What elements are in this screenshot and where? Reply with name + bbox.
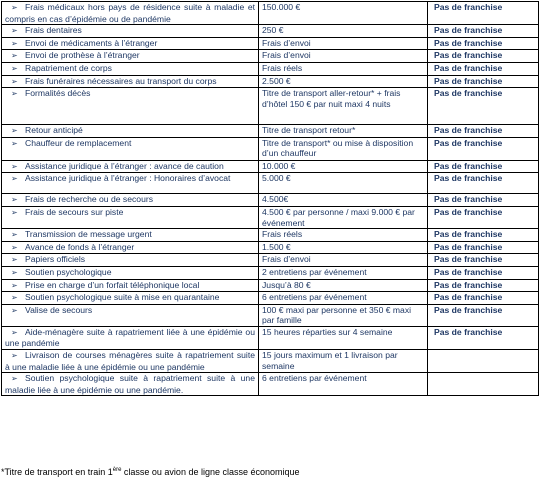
arrow-bullet-icon: ➢ — [11, 351, 18, 361]
franchise-label: Pas de franchise — [434, 279, 503, 290]
amount-cell: 5.000 € — [259, 173, 428, 194]
guarantee-table — [1, 1, 539, 396]
franchise-label: Pas de franchise — [434, 326, 503, 337]
amount-cell: Jusqu’à 80 € — [259, 279, 428, 292]
service-cell — [2, 2, 259, 25]
table-row — [2, 266, 539, 279]
service-cell — [2, 173, 259, 194]
service-label: Envoi de prothèse à l’étranger — [25, 50, 140, 61]
service-cell — [2, 266, 259, 279]
franchise-cell — [428, 254, 539, 267]
amount-cell: 1.500 € — [259, 241, 428, 254]
service-cell — [2, 254, 259, 267]
table-row — [2, 2, 539, 25]
franchise-cell — [428, 125, 539, 138]
service-label: Soutien psychologique suite à rapatriement suite à une maladie liée à une épidémie ou une pandémie. — [5, 373, 255, 395]
arrow-bullet-icon: ➢ — [11, 89, 18, 99]
table-row — [2, 350, 539, 373]
franchise-cell — [428, 194, 539, 207]
arrow-bullet-icon: ➢ — [11, 3, 18, 12]
arrow-bullet-icon: ➢ — [11, 280, 18, 290]
franchise-label: Pas de franchise — [434, 37, 503, 48]
service-cell — [2, 194, 259, 207]
amount-cell: 150.000 € — [259, 2, 428, 25]
amount-cell: 4.500 € par personne / maxi 9.000 € par événement — [259, 206, 428, 228]
arrow-bullet-icon: ➢ — [11, 207, 18, 217]
franchise-cell — [428, 173, 539, 194]
franchise-label: Pas de franchise — [434, 75, 503, 86]
table-row — [2, 137, 539, 160]
service-cell — [2, 241, 259, 254]
franchise-cell — [428, 266, 539, 279]
service-cell — [2, 75, 259, 88]
franchise-cell — [428, 304, 539, 326]
table-row — [2, 206, 539, 228]
arrow-bullet-icon: ➢ — [11, 138, 18, 148]
amount-cell: 6 entretiens par événement — [259, 292, 428, 305]
service-label: Frais médicaux hors pays de résidence suite à maladie et compris en cas d’épidémie ou de pandémie — [5, 2, 255, 24]
arrow-bullet-icon: ➢ — [11, 374, 18, 384]
footnote-sup: ère — [112, 467, 122, 473]
franchise-label: Pas de franchise — [434, 50, 503, 61]
franchise-label: Pas de franchise — [434, 88, 503, 99]
service-label: Soutien psychologique suite à mise en quarantaine — [25, 292, 220, 303]
franchise-label: Pas de franchise — [434, 173, 503, 184]
table-row — [2, 173, 539, 194]
franchise-label: Pas de franchise — [434, 137, 503, 148]
arrow-bullet-icon: ➢ — [11, 267, 18, 277]
table-row — [2, 62, 539, 75]
service-cell — [2, 125, 259, 138]
service-cell — [2, 37, 259, 50]
service-label: Avance de fonds à l’étranger — [25, 241, 135, 252]
service-label: Rapatriement de corps — [25, 62, 112, 73]
arrow-bullet-icon: ➢ — [11, 126, 18, 136]
service-cell — [2, 304, 259, 326]
service-cell — [2, 373, 259, 396]
franchise-label: Pas de franchise — [434, 292, 503, 303]
arrow-bullet-icon: ➢ — [11, 174, 18, 184]
franchise-label: Pas de franchise — [434, 62, 503, 73]
service-cell — [2, 62, 259, 75]
amount-cell: 250 € — [259, 25, 428, 38]
service-cell — [2, 88, 259, 125]
franchise-cell — [428, 50, 539, 63]
franchise-cell — [428, 279, 539, 292]
amount-cell: 2.500 € — [259, 75, 428, 88]
arrow-bullet-icon: ➢ — [11, 327, 18, 337]
footnote-suffix: classe ou avion de ligne classe économique — [121, 467, 300, 477]
franchise-label: Pas de franchise — [434, 2, 503, 12]
service-cell — [2, 229, 259, 242]
arrow-bullet-icon: ➢ — [11, 195, 18, 205]
arrow-bullet-icon: ➢ — [11, 293, 18, 303]
franchise-cell — [428, 373, 539, 396]
table-row — [2, 37, 539, 50]
arrow-bullet-icon: ➢ — [11, 242, 18, 252]
service-cell — [2, 160, 259, 173]
service-cell — [2, 279, 259, 292]
table-row — [2, 25, 539, 38]
service-cell — [2, 50, 259, 63]
service-cell — [2, 25, 259, 38]
franchise-label: Pas de franchise — [434, 304, 503, 315]
table-row — [2, 326, 539, 349]
service-cell — [2, 326, 259, 349]
service-label: Retour anticipé — [25, 125, 83, 136]
service-label: Envoi de médicaments à l’étranger — [25, 37, 158, 48]
service-cell — [2, 137, 259, 160]
amount-cell: 2 entretiens par événement — [259, 266, 428, 279]
franchise-cell — [428, 241, 539, 254]
table-row — [2, 88, 539, 125]
table-row — [2, 279, 539, 292]
service-label: Assistance juridique à l’étranger : Honoraires d’avocat — [25, 173, 231, 184]
service-label: Prise en charge d’un forfait téléphonique local — [25, 279, 200, 290]
franchise-cell — [428, 75, 539, 88]
franchise-label: Pas de franchise — [434, 254, 503, 265]
service-label: Livraison de courses ménagères suite à rapatriement suite à une maladie liée à une épidémie ou une pandémie — [5, 350, 255, 372]
franchise-cell — [428, 326, 539, 349]
service-label: Frais de recherche ou de secours — [25, 194, 154, 205]
arrow-bullet-icon: ➢ — [11, 38, 18, 48]
franchise-cell — [428, 2, 539, 25]
table-row — [2, 160, 539, 173]
amount-cell: 15 jours maximum et 1 livraison par semaine — [259, 350, 428, 373]
service-label: Valise de secours — [25, 304, 93, 315]
table-row — [2, 50, 539, 63]
service-label: Assistance juridique à l’étranger : avance de caution — [25, 160, 224, 171]
footnote — [1, 467, 300, 477]
table-row — [2, 292, 539, 305]
amount-cell: Frais d’envoi — [259, 37, 428, 50]
table-body — [2, 2, 539, 396]
amount-cell: 4.500€ — [259, 194, 428, 207]
arrow-bullet-icon: ➢ — [11, 161, 18, 171]
table-row — [2, 125, 539, 138]
service-label: Soutien psychologique — [25, 266, 112, 277]
service-label: Formalités décès — [25, 88, 91, 99]
amount-cell: 100 € maxi par personne et 350 € maxi par famille — [259, 304, 428, 326]
service-cell — [2, 292, 259, 305]
franchise-cell — [428, 206, 539, 228]
amount-cell: Frais réels — [259, 229, 428, 242]
franchise-label: Pas de franchise — [434, 25, 503, 36]
franchise-label: Pas de franchise — [434, 206, 503, 217]
arrow-bullet-icon: ➢ — [11, 76, 18, 86]
amount-cell: Frais réels — [259, 62, 428, 75]
service-label: Frais dentaires — [25, 25, 82, 36]
table-row — [2, 194, 539, 207]
franchise-label: Pas de franchise — [434, 266, 503, 277]
franchise-cell — [428, 229, 539, 242]
table-row — [2, 229, 539, 242]
amount-cell: 10.000 € — [259, 160, 428, 173]
service-label: Papiers officiels — [25, 254, 86, 265]
footnote-prefix: *Titre de transport en train 1 — [1, 467, 113, 477]
franchise-label: Pas de franchise — [434, 125, 503, 136]
franchise-label: Pas de franchise — [434, 160, 503, 171]
arrow-bullet-icon: ➢ — [11, 305, 18, 315]
arrow-bullet-icon: ➢ — [11, 255, 18, 265]
service-cell — [2, 350, 259, 373]
arrow-bullet-icon: ➢ — [11, 26, 18, 36]
service-label: Frais de secours sur piste — [25, 206, 124, 217]
franchise-cell — [428, 292, 539, 305]
franchise-cell — [428, 160, 539, 173]
table-row — [2, 254, 539, 267]
arrow-bullet-icon: ➢ — [11, 51, 18, 61]
table-row — [2, 373, 539, 396]
table-row — [2, 304, 539, 326]
amount-cell: Frais d’envoi — [259, 254, 428, 267]
franchise-label: Pas de franchise — [434, 241, 503, 252]
service-label: Transmission de message urgent — [25, 229, 152, 240]
service-label: Frais funéraires nécessaires au transport du corps — [25, 75, 217, 86]
amount-cell: Titre de transport retour* — [259, 125, 428, 138]
amount-cell: 15 heures réparties sur 4 semaine — [259, 326, 428, 349]
franchise-cell — [428, 25, 539, 38]
amount-cell: Titre de transport* ou mise à disposition d’un chauffeur — [259, 137, 428, 160]
franchise-cell — [428, 88, 539, 125]
table-row — [2, 241, 539, 254]
service-label: Aide-ménagère suite à rapatriement liée à une épidémie ou une pandémie — [5, 326, 255, 349]
franchise-cell — [428, 62, 539, 75]
service-cell — [2, 206, 259, 228]
table-row — [2, 75, 539, 88]
arrow-bullet-icon: ➢ — [11, 63, 18, 73]
amount-cell: 6 entretiens par événement — [259, 373, 428, 396]
service-label: Chauffeur de remplacement — [25, 137, 132, 148]
franchise-cell — [428, 350, 539, 373]
franchise-label: Pas de franchise — [434, 229, 503, 240]
franchise-cell — [428, 37, 539, 50]
amount-cell: Titre de transport aller-retour* + frais d’hôtel 150 € par nuit maxi 4 nuits — [259, 88, 428, 125]
franchise-label: Pas de franchise — [434, 194, 503, 205]
franchise-cell — [428, 137, 539, 160]
arrow-bullet-icon: ➢ — [11, 230, 18, 240]
amount-cell: Frais d’envoi — [259, 50, 428, 63]
